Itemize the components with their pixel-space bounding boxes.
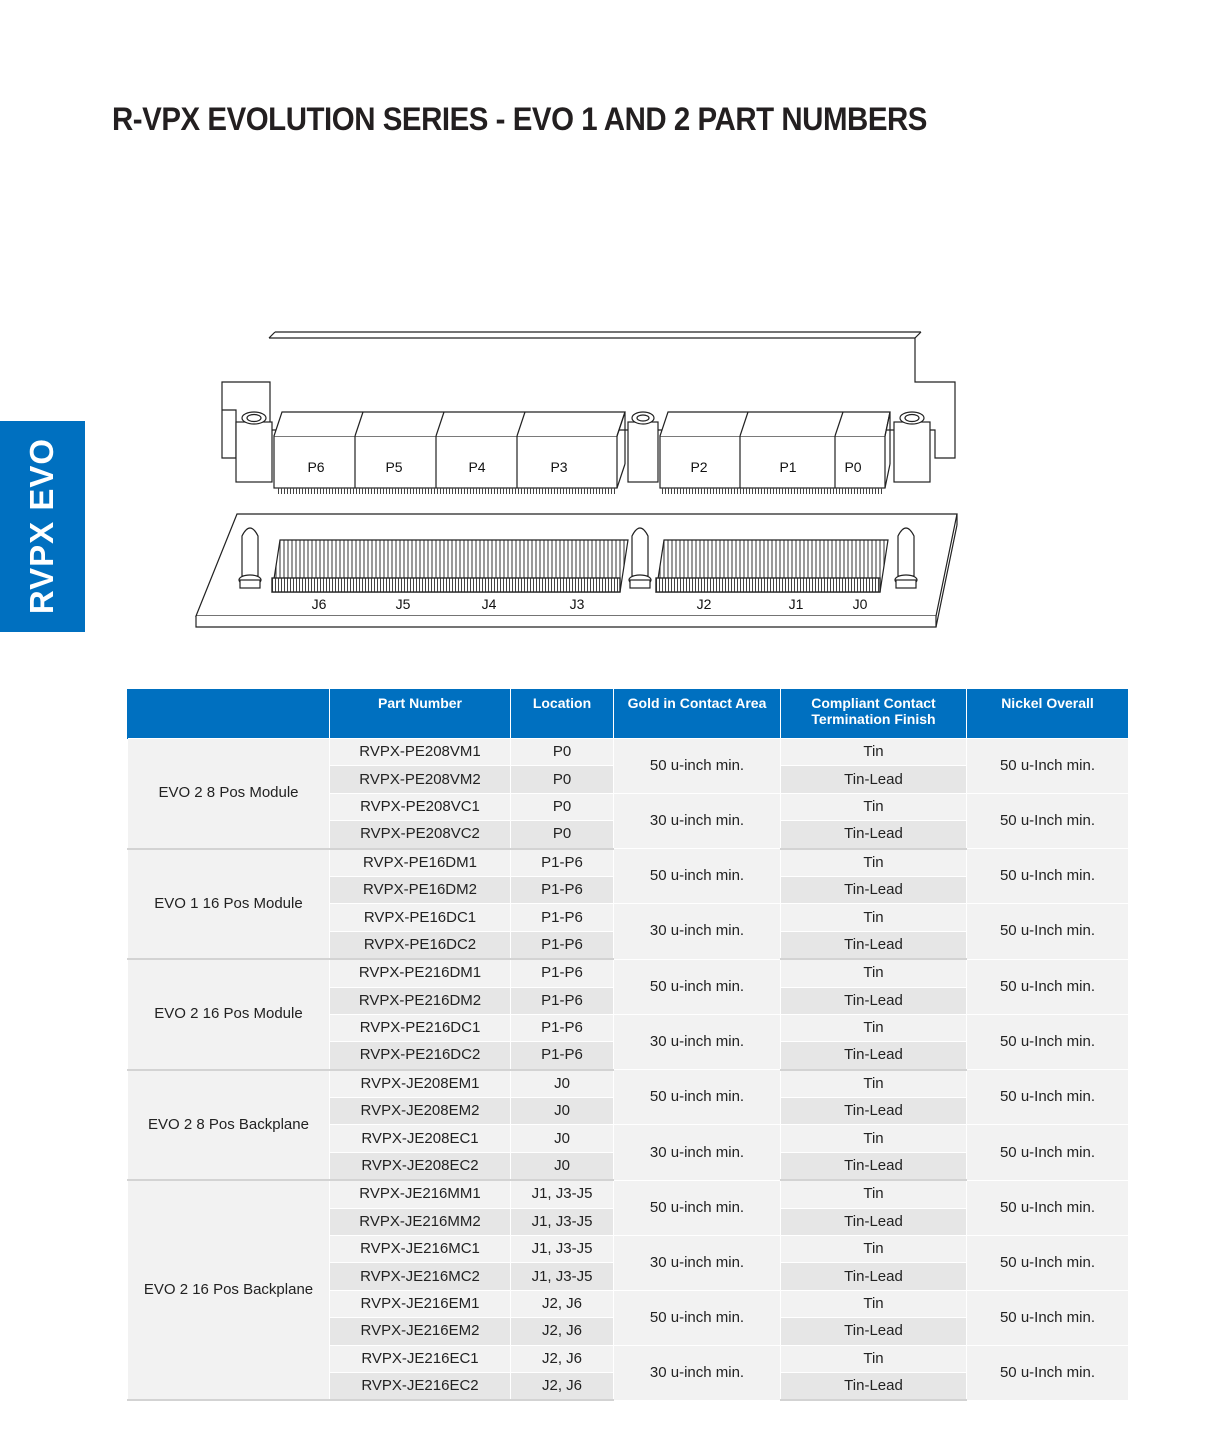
gold-cell: 50 u-inch min. [614, 739, 781, 794]
label-j3: J3 [569, 596, 585, 612]
nickel-cell: 50 u-Inch min. [967, 793, 1129, 848]
group-name-cell: EVO 2 8 Pos Backplane [128, 1070, 330, 1181]
location-cell: J0 [511, 1070, 614, 1098]
nickel-cell: 50 u-Inch min. [967, 1180, 1129, 1235]
gold-cell: 30 u-inch min. [614, 1014, 781, 1069]
side-tab [0, 421, 85, 632]
part-number-cell: RVPX-JE216EC1 [330, 1345, 511, 1372]
nickel-cell: 50 u-Inch min. [967, 1070, 1129, 1125]
location-cell: P1-P6 [511, 904, 614, 931]
finish-cell: Tin [781, 1236, 967, 1263]
finish-cell: Tin-Lead [781, 1098, 967, 1125]
part-number-cell: RVPX-JE216MC2 [330, 1263, 511, 1290]
table-header-row [128, 689, 1129, 739]
part-number-cell: RVPX-PE208VC2 [330, 821, 511, 849]
finish-cell: Tin-Lead [781, 1318, 967, 1345]
header-finish-line1: Compliant Contact [811, 695, 936, 711]
label-j5: J5 [395, 596, 411, 612]
part-number-cell: RVPX-JE216MM2 [330, 1208, 511, 1235]
table-row [128, 959, 1129, 987]
label-p2: P2 [690, 459, 708, 475]
finish-cell: Tin [781, 1345, 967, 1372]
location-cell: P1-P6 [511, 931, 614, 959]
nickel-cell: 50 u-Inch min. [967, 1125, 1129, 1180]
part-number-cell: RVPX-JE216EC2 [330, 1372, 511, 1400]
group-name-cell: EVO 2 16 Pos Module [128, 959, 330, 1070]
table-row [128, 849, 1129, 877]
part-number-cell: RVPX-PE208VM2 [330, 766, 511, 793]
label-j0: J0 [852, 596, 868, 612]
label-j6: J6 [311, 596, 327, 612]
location-cell: P1-P6 [511, 987, 614, 1014]
gold-cell: 50 u-inch min. [614, 1070, 781, 1125]
finish-cell: Tin-Lead [781, 766, 967, 793]
part-number-cell: RVPX-JE208EM2 [330, 1098, 511, 1125]
finish-cell: Tin [781, 739, 967, 766]
part-number-cell: RVPX-PE208VM1 [330, 739, 511, 766]
table-row [128, 1180, 1129, 1208]
group-name-cell: EVO 1 16 Pos Module [128, 849, 330, 960]
finish-cell: Tin-Lead [781, 931, 967, 959]
label-p1: P1 [779, 459, 797, 475]
location-cell: J1, J3-J5 [511, 1236, 614, 1263]
header-group [128, 689, 330, 739]
location-cell: J2, J6 [511, 1345, 614, 1372]
part-number-cell: RVPX-JE216EM2 [330, 1318, 511, 1345]
finish-cell: Tin [781, 1070, 967, 1098]
gold-cell: 30 u-inch min. [614, 793, 781, 848]
nickel-cell: 50 u-Inch min. [967, 739, 1129, 794]
location-cell: P1-P6 [511, 1042, 614, 1070]
location-cell: P0 [511, 793, 614, 820]
nickel-cell: 50 u-Inch min. [967, 959, 1129, 1014]
gold-cell: 30 u-inch min. [614, 1345, 781, 1400]
label-j1: J1 [788, 596, 804, 612]
part-number-cell: RVPX-PE216DC1 [330, 1014, 511, 1041]
nickel-cell: 50 u-Inch min. [967, 904, 1129, 959]
location-cell: P1-P6 [511, 849, 614, 877]
nickel-cell: 50 u-Inch min. [967, 849, 1129, 904]
finish-cell: Tin-Lead [781, 876, 967, 903]
label-p4: P4 [468, 459, 486, 475]
label-p3: P3 [550, 459, 568, 475]
location-cell: J0 [511, 1098, 614, 1125]
part-number-cell: RVPX-PE16DC1 [330, 904, 511, 931]
location-cell: P1-P6 [511, 876, 614, 903]
header-finish-line2: Termination Finish [811, 711, 936, 727]
part-number-cell: RVPX-JE208EM1 [330, 1070, 511, 1098]
part-number-cell: RVPX-PE208VC1 [330, 793, 511, 820]
header-gold: Gold in Contact Area [614, 689, 781, 739]
part-number-cell: RVPX-JE208EC1 [330, 1125, 511, 1152]
connector-diagram [190, 330, 970, 635]
finish-cell: Tin-Lead [781, 1042, 967, 1070]
part-number-cell: RVPX-PE16DM1 [330, 849, 511, 877]
gold-cell: 50 u-inch min. [614, 1180, 781, 1235]
page-title: R-VPX EVOLUTION SERIES - EVO 1 AND 2 PART NUMBERS [112, 101, 927, 137]
location-cell: J1, J3-J5 [511, 1208, 614, 1235]
location-cell: P1-P6 [511, 1014, 614, 1041]
finish-cell: Tin-Lead [781, 987, 967, 1014]
gold-cell: 30 u-inch min. [614, 1125, 781, 1180]
finish-cell: Tin-Lead [781, 821, 967, 849]
location-cell: J0 [511, 1125, 614, 1152]
part-number-cell: RVPX-PE216DM2 [330, 987, 511, 1014]
finish-cell: Tin-Lead [781, 1208, 967, 1235]
group-name-cell: EVO 2 16 Pos Backplane [128, 1180, 330, 1400]
header-nickel: Nickel Overall [967, 689, 1129, 739]
nickel-cell: 50 u-Inch min. [967, 1345, 1129, 1400]
location-cell: J1, J3-J5 [511, 1180, 614, 1208]
finish-cell: Tin [781, 849, 967, 877]
part-number-cell: RVPX-PE16DM2 [330, 876, 511, 903]
gold-cell: 50 u-inch min. [614, 959, 781, 1014]
nickel-cell: 50 u-Inch min. [967, 1236, 1129, 1291]
finish-cell: Tin-Lead [781, 1263, 967, 1290]
finish-cell: Tin [781, 1014, 967, 1041]
part-number-cell: RVPX-JE216MM1 [330, 1180, 511, 1208]
table-body [128, 739, 1129, 1401]
part-number-cell: RVPX-JE216MC1 [330, 1236, 511, 1263]
finish-cell: Tin [781, 1125, 967, 1152]
location-cell: P0 [511, 766, 614, 793]
location-cell: J2, J6 [511, 1290, 614, 1317]
location-cell: J2, J6 [511, 1372, 614, 1400]
label-p0: P0 [844, 459, 862, 475]
nickel-cell: 50 u-Inch min. [967, 1014, 1129, 1069]
location-cell: J1, J3-J5 [511, 1263, 614, 1290]
finish-cell: Tin [781, 1180, 967, 1208]
location-cell: P0 [511, 739, 614, 766]
part-number-cell: RVPX-PE216DM1 [330, 959, 511, 987]
part-number-cell: RVPX-JE208EC2 [330, 1152, 511, 1180]
location-cell: P1-P6 [511, 959, 614, 987]
location-cell: J2, J6 [511, 1318, 614, 1345]
table-row [128, 739, 1129, 766]
label-j4: J4 [481, 596, 497, 612]
part-number-cell: RVPX-JE216EM1 [330, 1290, 511, 1317]
finish-cell: Tin-Lead [781, 1372, 967, 1400]
part-numbers-table [127, 689, 1129, 1401]
finish-cell: Tin [781, 793, 967, 820]
gold-cell: 50 u-inch min. [614, 1290, 781, 1345]
part-number-cell: RVPX-PE216DC2 [330, 1042, 511, 1070]
finish-cell: Tin [781, 904, 967, 931]
gold-cell: 50 u-inch min. [614, 849, 781, 904]
label-p6: P6 [307, 459, 325, 475]
label-p5: P5 [385, 459, 403, 475]
location-cell: J0 [511, 1152, 614, 1180]
label-j2: J2 [696, 596, 712, 612]
finish-cell: Tin-Lead [781, 1152, 967, 1180]
finish-cell: Tin [781, 959, 967, 987]
gold-cell: 30 u-inch min. [614, 904, 781, 959]
table-row [128, 1070, 1129, 1098]
header-location: Location [511, 689, 614, 739]
part-number-cell: RVPX-PE16DC2 [330, 931, 511, 959]
group-name-cell: EVO 2 8 Pos Module [128, 739, 330, 849]
gold-cell: 30 u-inch min. [614, 1236, 781, 1291]
side-tab-label: RVPX EVO [23, 437, 60, 615]
location-cell: P0 [511, 821, 614, 849]
finish-cell: Tin [781, 1290, 967, 1317]
header-finish [781, 689, 967, 739]
header-part-number: Part Number [330, 689, 511, 739]
nickel-cell: 50 u-Inch min. [967, 1290, 1129, 1345]
